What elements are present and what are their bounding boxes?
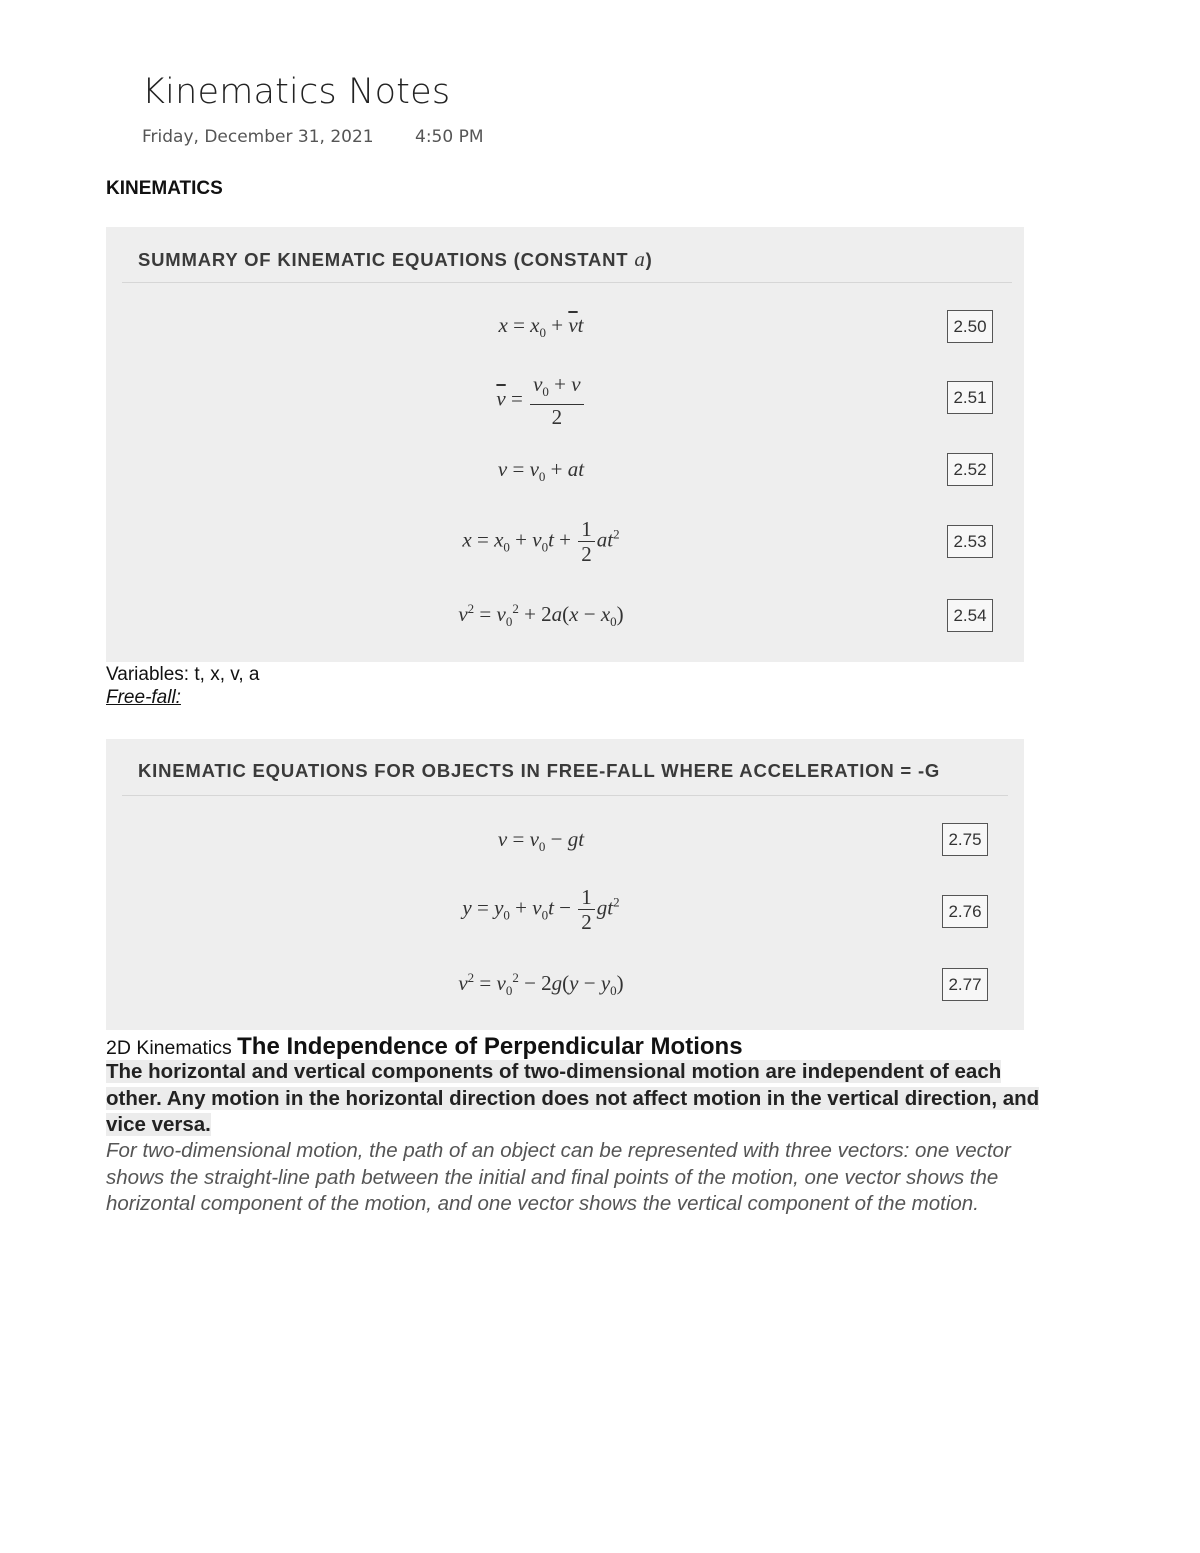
note-meta [142, 127, 484, 147]
section-heading: KINEMATICS [106, 178, 223, 199]
page-title: Kinematics Notes [142, 72, 451, 112]
equation-number: 2.75 [942, 823, 988, 856]
bold-paragraph: The horizontal and vertical components of two-dimensional motion are independent of each other. Any motion in the horizontal direction does not affect motion in the vertical direction, and vice versa. [106, 1060, 1040, 1136]
equation-number: 2.53 [947, 525, 993, 558]
equation-2-53: $x = x_0 + v_0t$ + $\frac{1}{2}$ $at^2$ [462, 517, 620, 566]
summary-box-title: SUMMARY OF KINEMATIC EQUATIONS (CONSTANT a) [138, 247, 653, 271]
divider [122, 282, 1012, 283]
section-2d-title: The Independence of Perpendicular Motions [237, 1033, 743, 1060]
equation-number: 2.51 [947, 381, 993, 414]
equation-number: 2.54 [947, 599, 993, 632]
equation-2-50: $x = x_0 + \overline{v}t$ [498, 313, 584, 341]
summary-equations-box [106, 227, 1024, 662]
freefall-equations-box [106, 739, 1024, 1030]
equation-number: 2.76 [942, 895, 988, 928]
equation-number: 2.52 [947, 453, 993, 486]
equation-2-77: $v^2 = v_0^2 - 2g(y - y_0)$ [458, 970, 624, 999]
section-2d-prefix: 2D Kinematics [106, 1037, 238, 1059]
note-date: Friday, December 31, 2021 [142, 127, 374, 147]
equation-number: 2.77 [942, 968, 988, 1001]
equation-2-76: $y = y_0 + v_0t$ − $\frac{1}{2}$ $gt^2$ [462, 885, 620, 934]
equation-number: 2.50 [947, 310, 993, 343]
divider [122, 795, 1008, 796]
note-time: 4:50 PM [415, 127, 484, 147]
equation-2-52: $v = v_0$ + at [497, 457, 585, 485]
equation-2-75: $v = v_0$ − gt [497, 827, 585, 855]
equation-2-54: $v^2 = v_0^2 + 2a(x - x_0)$ [458, 601, 624, 630]
equation-2-51: $\overline{v}$ = $\frac{v_0 + v}{2}$ [106, 372, 976, 429]
free-fall-label: Free-fall: [106, 687, 181, 708]
section-2d-heading [106, 1033, 743, 1061]
variables-line: Variables: t, x, v, a [106, 664, 260, 685]
freefall-box-title: KINEMATIC EQUATIONS FOR OBJECTS IN FREE-FALL WHERE ACCELERATION = -G [138, 760, 941, 781]
italic-paragraph: For two-dimensional motion, the path of an object can be represented with three vectors: one vector shows the straight-line path between the initial and final points of the motion, one vector shows the horizontal component of the motion, and one vector shows the vertical component of the motion. [106, 1139, 1011, 1215]
